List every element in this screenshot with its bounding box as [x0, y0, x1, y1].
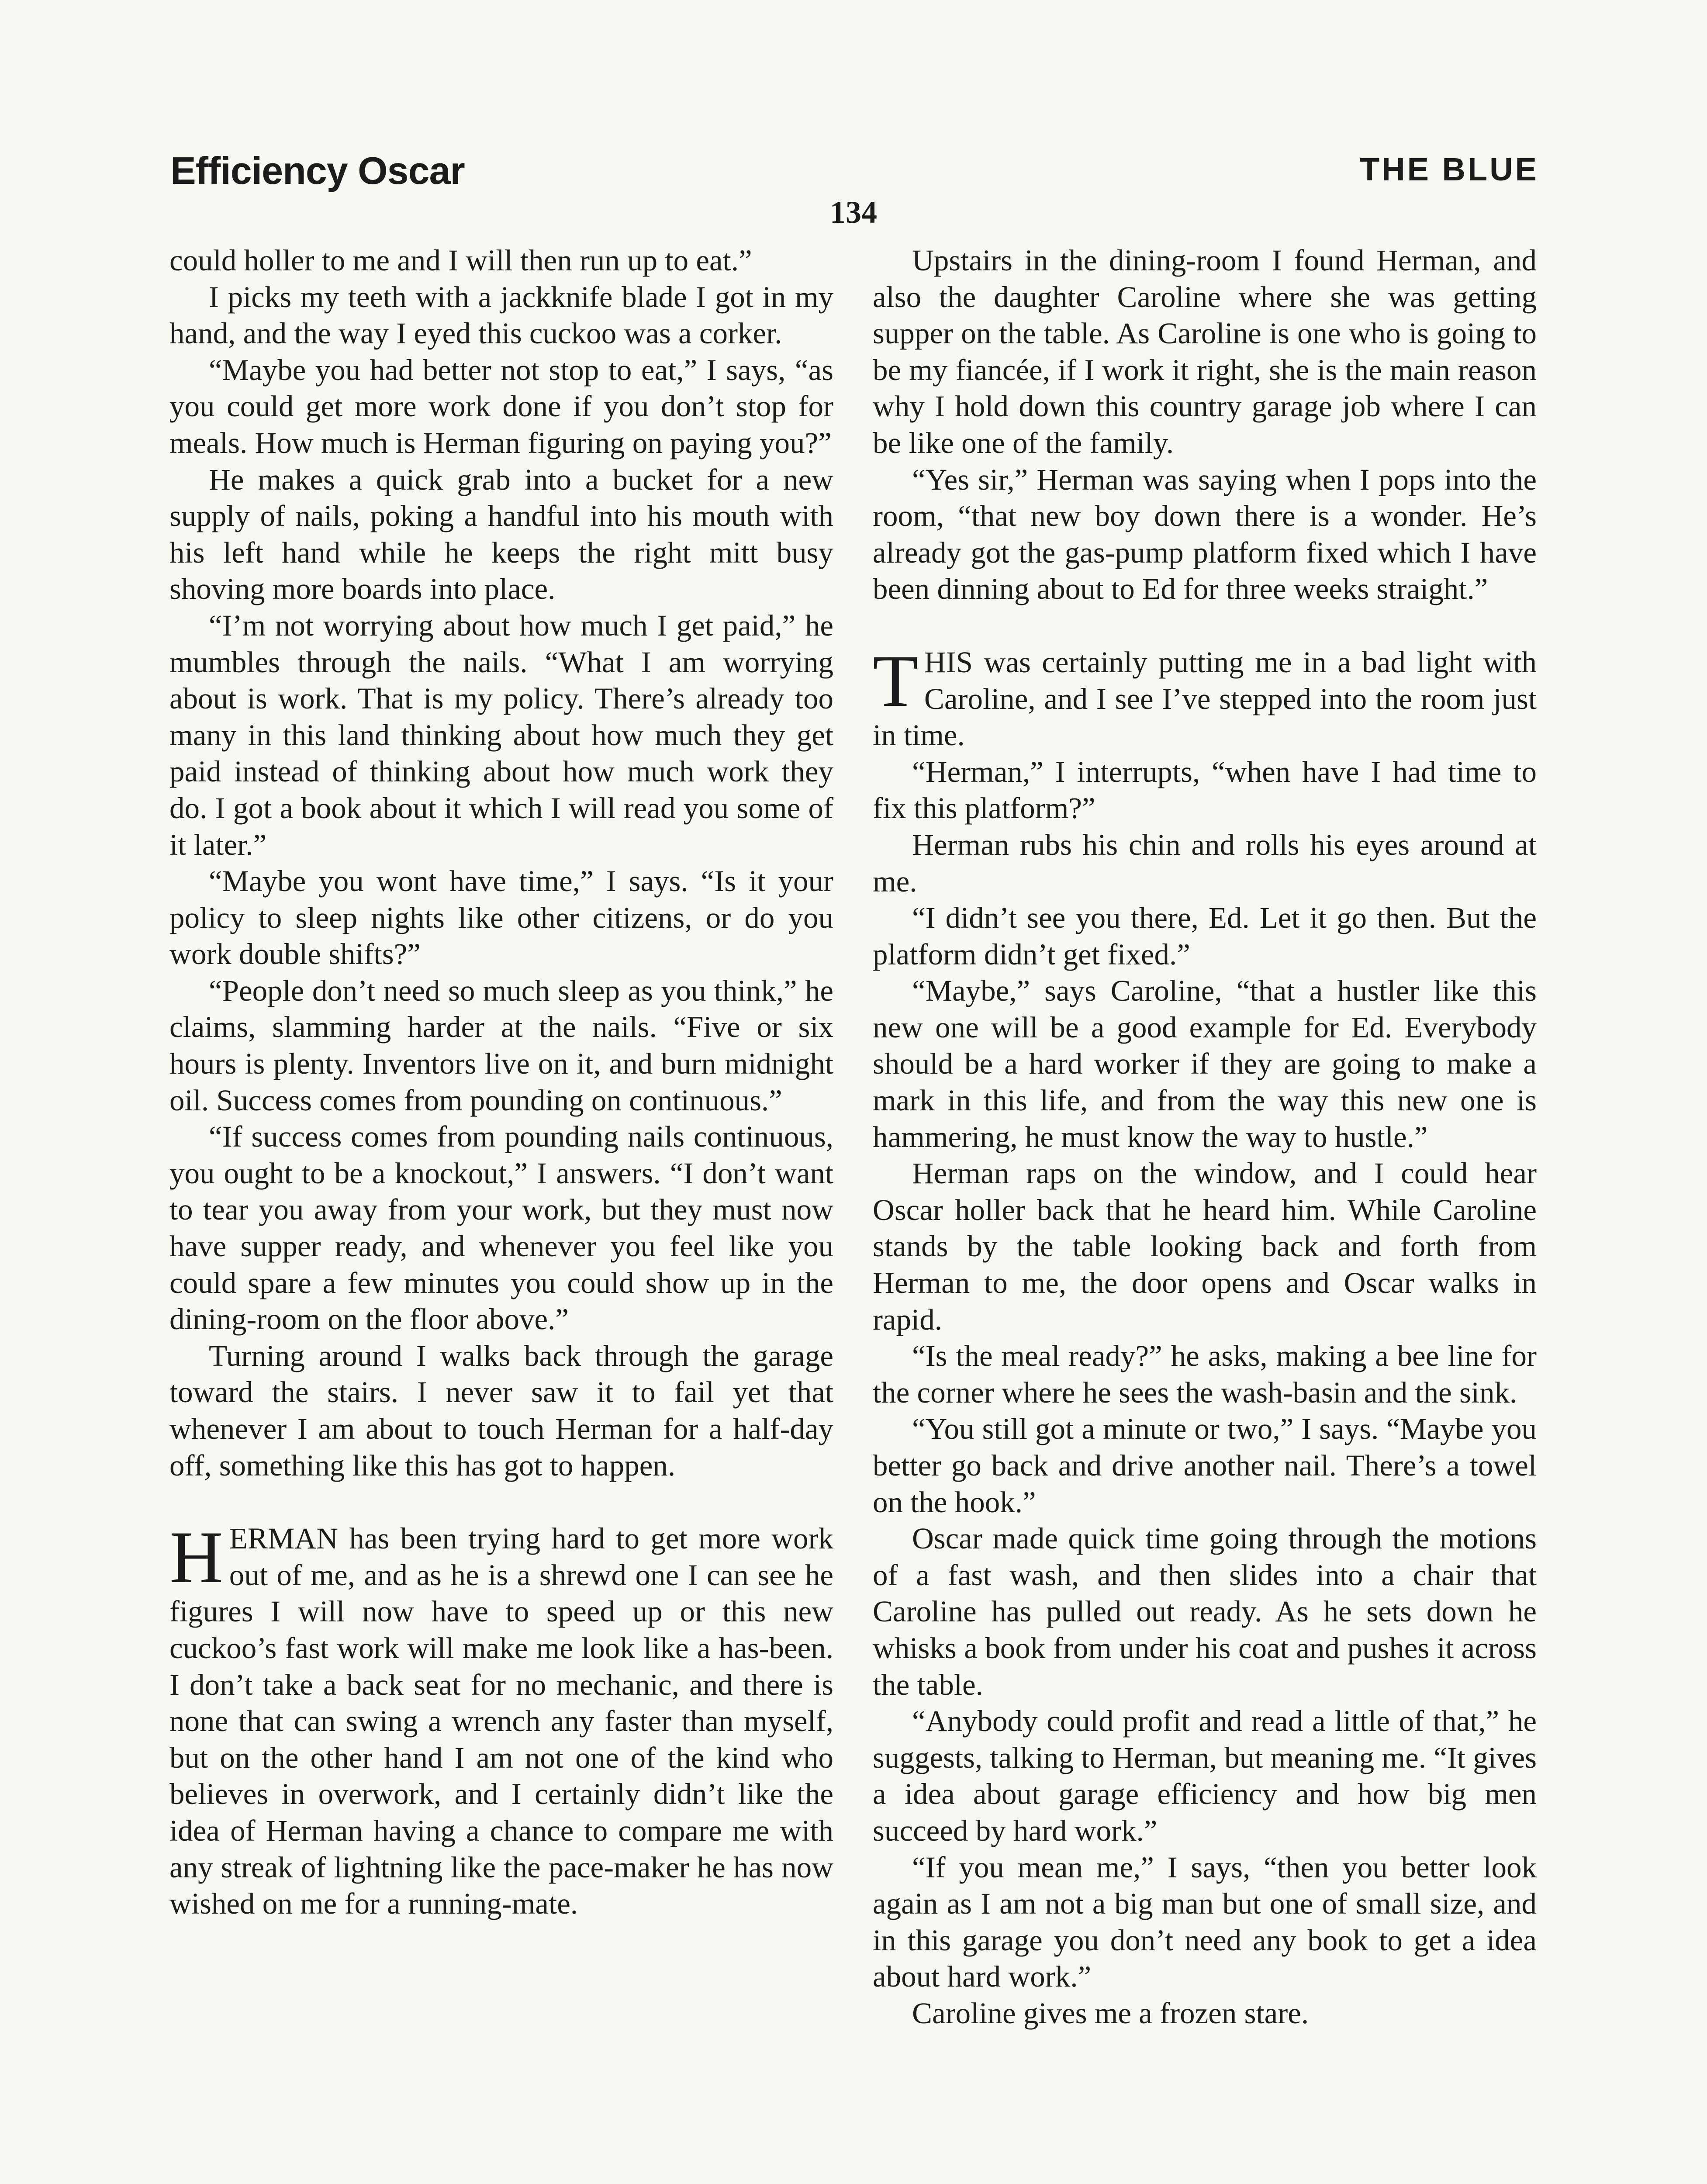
- left-column: [169, 242, 833, 1922]
- paragraph: “If success comes from pounding nails continuous, you ought to be a knockout,” I answers. “I don’t want to tear you away from your work, but they must now have supper ready, and whenever you feel like you could spare a few minutes you could show up in the dining-room on the floor above.”: [169, 1120, 833, 1336]
- paragraph: Oscar made quick time going through the motions of a fast wash, and then slides into a chair that Caroline has pulled out ready. As he sets down he whisks a book from under his coat and pushes it across the table.: [873, 1522, 1537, 1701]
- magazine-name: THE BLUE: [1360, 151, 1539, 187]
- page-number: 134: [830, 195, 877, 230]
- drop-cap: T: [873, 639, 918, 722]
- paragraph: “If you mean me,” I says, “then you better look again as I am not a big man but one of small size, and in this garage you don’t need any book to get a idea about hard work.”: [873, 1850, 1537, 1994]
- story-title: Efficiency Oscar: [170, 149, 465, 192]
- paragraph-text: HIS was certainly putting me in a bad light with Caroline, and I see I’ve stepped into the room just in time.: [873, 645, 1537, 752]
- right-column: [873, 242, 1537, 2032]
- section-paragraph: [873, 639, 1537, 754]
- drop-cap: H: [169, 1516, 223, 1599]
- paragraph: “I didn’t see you there, Ed. Let it go then. But the platform didn’t get fixed.”: [873, 901, 1537, 971]
- paragraph: “Is the meal ready?” he asks, making a bee line for the corner where he sees the wash-basin and the sink.: [873, 1339, 1537, 1409]
- paragraph: He makes a quick grab into a bucket for a new supply of nails, poking a handful into his mouth with his left hand while he keeps the right mitt busy shoving more boards into place.: [169, 463, 833, 606]
- paragraph: Herman rubs his chin and rolls his eyes around at me.: [873, 828, 1537, 898]
- paragraph: “Maybe you wont have time,” I says. “Is it your policy to sleep nights like other citizens, or do you work double shifts?”: [169, 864, 833, 971]
- paragraph: “Herman,” I interrupts, “when have I had time to fix this platform?”: [873, 755, 1537, 825]
- paragraph: “Maybe you had better not stop to eat,” I says, “as you could get more work done if you don’t stop for meals. How much is Herman figuring on paying you?”: [169, 353, 833, 460]
- paragraph: “People don’t need so much sleep as you think,” he claims, slamming harder at the nails. “Five or six hours is plenty. Inventors live on it, and burn midnight oil. Success comes from pounding on continuous.”: [169, 974, 833, 1117]
- paragraph: Herman raps on the window, and I could hear Oscar holler back that he heard him. While Caroline stands by the table looking back and forth from Herman to me, the door opens and Oscar walks in rapid.: [873, 1157, 1537, 1336]
- paragraph-text: ERMAN has been trying hard to get more work out of me, and as he is a shrewd one I can see he figures I will now have to speed up or this new cuckoo’s fast work will make me look like a has-been. I don’t take a back seat for no mechanic, and there is none that can swing a wrench any faster than myself, but on the other hand I am not one of the kind who believes in overwork, and I certainly didn’t like the idea of Herman having a chance to compare me with any streak of lightning like the pace-maker he has now wished on me for a running-mate.: [169, 1522, 833, 1921]
- paragraph: “I’m not worrying about how much I get paid,” he mumbles through the nails. “What I am worrying about is work. That is my policy. There’s already too many in this land thinking about how much they get paid instead of thinking about how much work they do. I got a book about it which I will read you some of it later.”: [169, 608, 833, 861]
- paragraph: “Yes sir,” Herman was saying when I pops into the room, “that new boy down there is a wonder. He’s already got the gas-pump platform fixed which I have been dinning about to Ed for three weeks straight.”: [873, 463, 1537, 606]
- paragraph: Turning around I walks back through the garage toward the stairs. I never saw it to fail yet that whenever I am about to touch Herman for a half-day off, something like this has got to happen.: [169, 1339, 833, 1482]
- paragraph: “Maybe,” says Caroline, “that a hustler like this new one will be a good example for Ed. Everybody should be a hard worker if they are going to make a mark in this life, and from the way this new one is hammering, he must know the way to hustle.”: [873, 974, 1537, 1154]
- paragraph: could holler to me and I will then run up to eat.”: [169, 244, 752, 277]
- paragraph: “You still got a minute or two,” I says. “Maybe you better go back and drive another nail. There’s a towel on the hook.”: [873, 1412, 1537, 1519]
- paragraph: Upstairs in the dining-room I found Herman, and also the daughter Caroline where she was getting supper on the table. As Caroline is one who is going to be my fiancée, if I work it right, she is the main reason why I hold down this country garage job where I can be like one of the family.: [873, 244, 1537, 460]
- paragraph: “Anybody could profit and read a little of that,” he suggests, talking to Herman, but meaning me. “It gives a idea about garage efficiency and how big men succeed by hard work.”: [873, 1704, 1537, 1847]
- section-paragraph: [169, 1516, 833, 1922]
- paragraph: Caroline gives me a frozen stare.: [912, 1996, 1309, 2030]
- paragraph: I picks my teeth with a jackknife blade I got in my hand, and the way I eyed this cuckoo was a corker.: [169, 280, 833, 350]
